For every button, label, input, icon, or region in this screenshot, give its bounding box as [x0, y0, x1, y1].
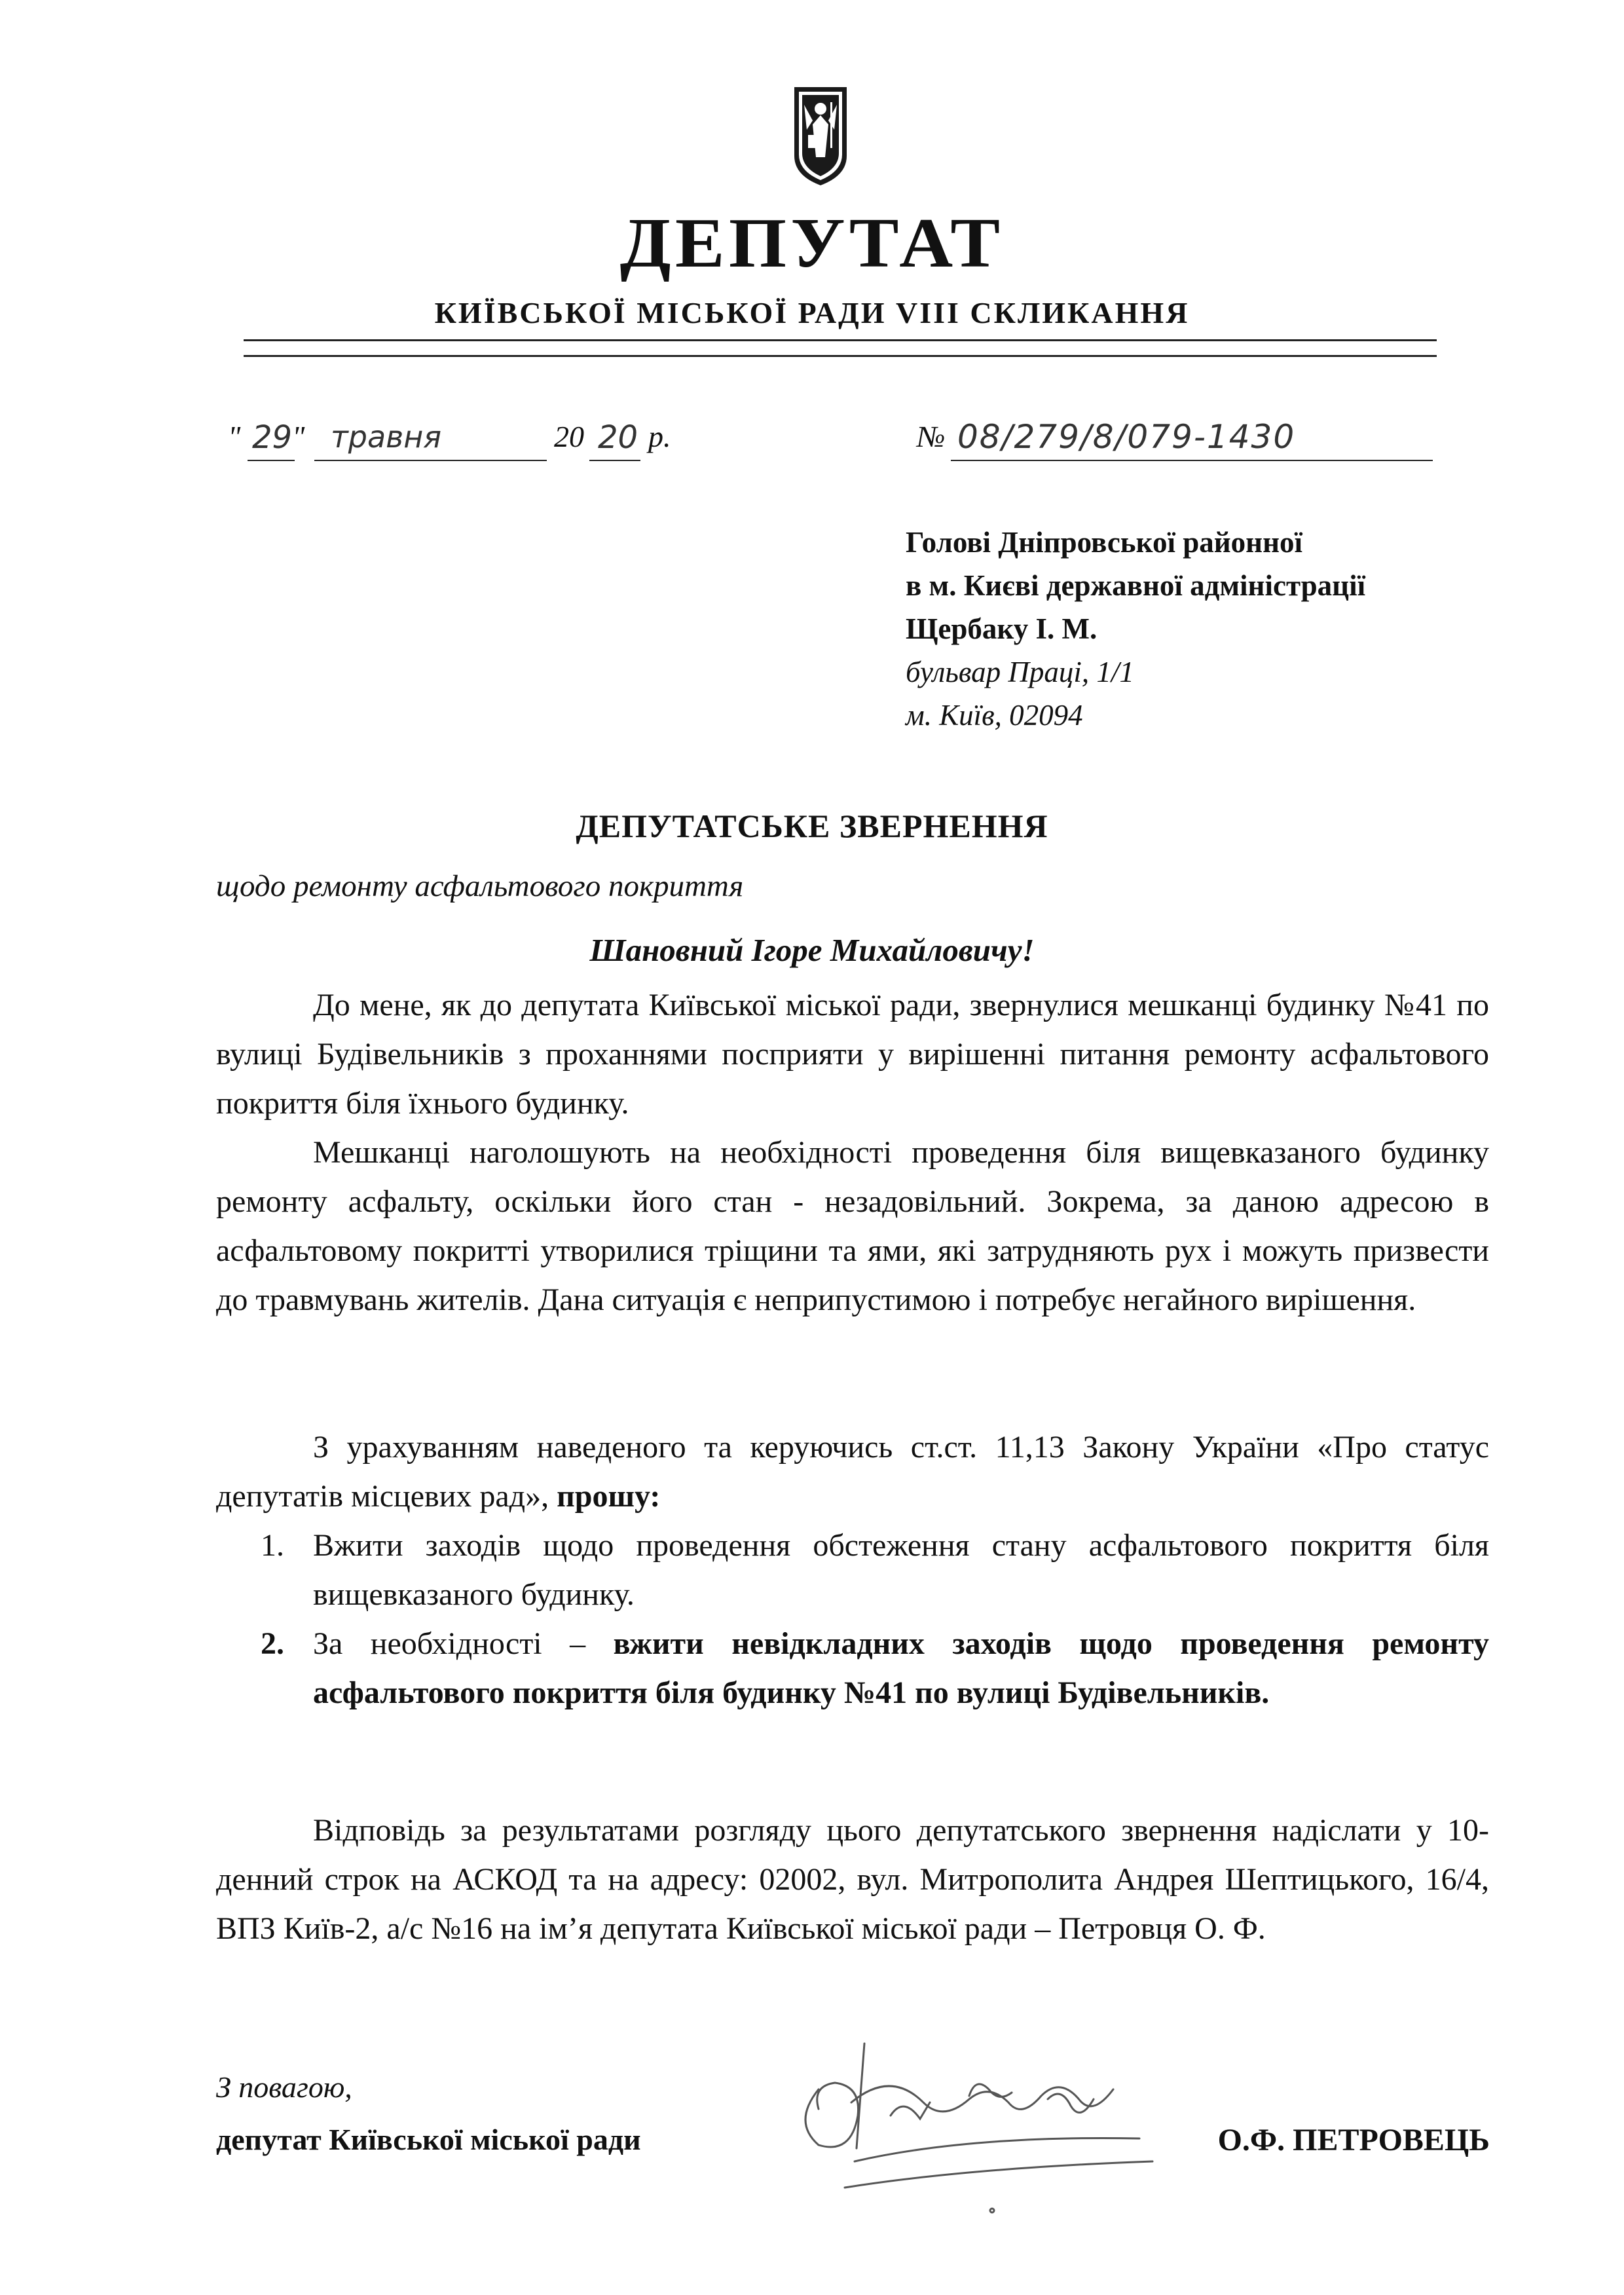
letterhead-title: ДЕПУТАТ — [619, 204, 1005, 282]
date-day: 29 — [252, 419, 293, 456]
date-month-underline — [314, 460, 547, 461]
document-topic: щодо ремонту асфальтового покриття — [216, 869, 744, 903]
date-year-underline — [589, 460, 640, 461]
closing-regards: З повагою, — [216, 2070, 352, 2104]
date-year-prefix: 20 — [554, 420, 584, 453]
letterhead-subtitle: КИЇВСЬКОЇ МІСЬКОЇ РАДИ VIII СКЛИКАННЯ — [434, 296, 1190, 329]
paragraph-2: Мешканці наголошують на необхідності проведення біля вищевказаного будинку ремонту асфальту, оскільки його стан - незадовільний. Зокрема, за даною адресою в асфальтовому покритті утворилися тріщини та ями, які затрудняють рух і можуть призвести до травмувань жителів. Дана ситуація є неприпустимою і потребує негайного вирішення. — [216, 1135, 1489, 1317]
closing-position: депутат Київської міської ради — [216, 2123, 641, 2156]
recipient-block — [906, 521, 1365, 737]
paragraph-3-request: прошу: — [557, 1479, 661, 1514]
kyiv-emblem-icon — [791, 84, 850, 189]
recipient-city: м. Київ, 02094 — [906, 699, 1083, 732]
list-item-2 — [216, 1619, 1489, 1717]
header-divider-top — [244, 339, 1437, 341]
list-item-1-text: Вжити заходів щодо проведення обстеження стану асфальтового покриття біля вищевказаного будинку. — [313, 1528, 1489, 1612]
number-value: 08/279/8/079-1430 — [957, 418, 1296, 456]
number-label: № — [917, 420, 946, 453]
paragraph-3-text: З урахуванням наведеного та керуючись ст.ст. 11,13 Закону України «Про статус депутатів місцевих рад», — [216, 1430, 1489, 1514]
date-open-quote: " — [228, 420, 241, 453]
date-month: травня — [331, 419, 442, 455]
date-close-quote: " — [292, 420, 305, 453]
recipient-name: Щербаку І. М. — [906, 612, 1098, 645]
salutation: Шановний Ігоре Михайловичу! — [589, 932, 1035, 968]
handwritten-signature — [773, 2024, 1166, 2220]
number-underline — [951, 460, 1433, 461]
date-day-underline — [248, 460, 295, 461]
document-title: ДЕПУТАТСЬКЕ ЗВЕРНЕННЯ — [576, 808, 1048, 844]
recipient-line-1: Голові Дніпровської районної — [906, 526, 1303, 559]
header-divider-bottom — [244, 355, 1437, 357]
paragraph-4: Відповідь за результатами розгляду цього депутатського звернення надіслати у 10-денний строк на АСКОД та на адресу: 02002, вул. Митрополита Андрея Шептицького, 16/4, ВПЗ Київ-2, а/с №16 на ім’я депутата Київської міської ради – Петровця О. Ф. — [216, 1813, 1489, 1946]
list-item-1-marker: 1. — [261, 1528, 284, 1563]
list-item-1 — [216, 1521, 1489, 1619]
paragraph-1: До мене, як до депутата Київської міської ради, звернулися мешканці будинку №41 по вулиці Будівельників з проханнями посприяти у вирішенні питання ремонту асфальтового покриття біля їхнього будинку. — [216, 988, 1489, 1121]
list-item-2-content — [313, 1619, 1489, 1717]
signer-name: О.Ф. ПЕТРОВЕЦЬ — [1217, 2123, 1490, 2157]
list-item-2-text: За необхідності – — [313, 1626, 586, 1661]
list-item-2-marker: 2. — [261, 1626, 284, 1661]
recipient-line-2: в м. Києві державної адміністрації — [906, 569, 1366, 602]
date-year-suffix: 20 — [598, 419, 638, 456]
paragraph-3 — [216, 1423, 1489, 1521]
date-suffix: р. — [648, 420, 671, 453]
list-item-2-bold: вжити невідкладних заходів щодо проведення ремонту асфальтового покриття біля будинку №41 по вулиці Будівельників. — [313, 1626, 1490, 1710]
recipient-street: бульвар Праці, 1/1 — [906, 656, 1134, 688]
